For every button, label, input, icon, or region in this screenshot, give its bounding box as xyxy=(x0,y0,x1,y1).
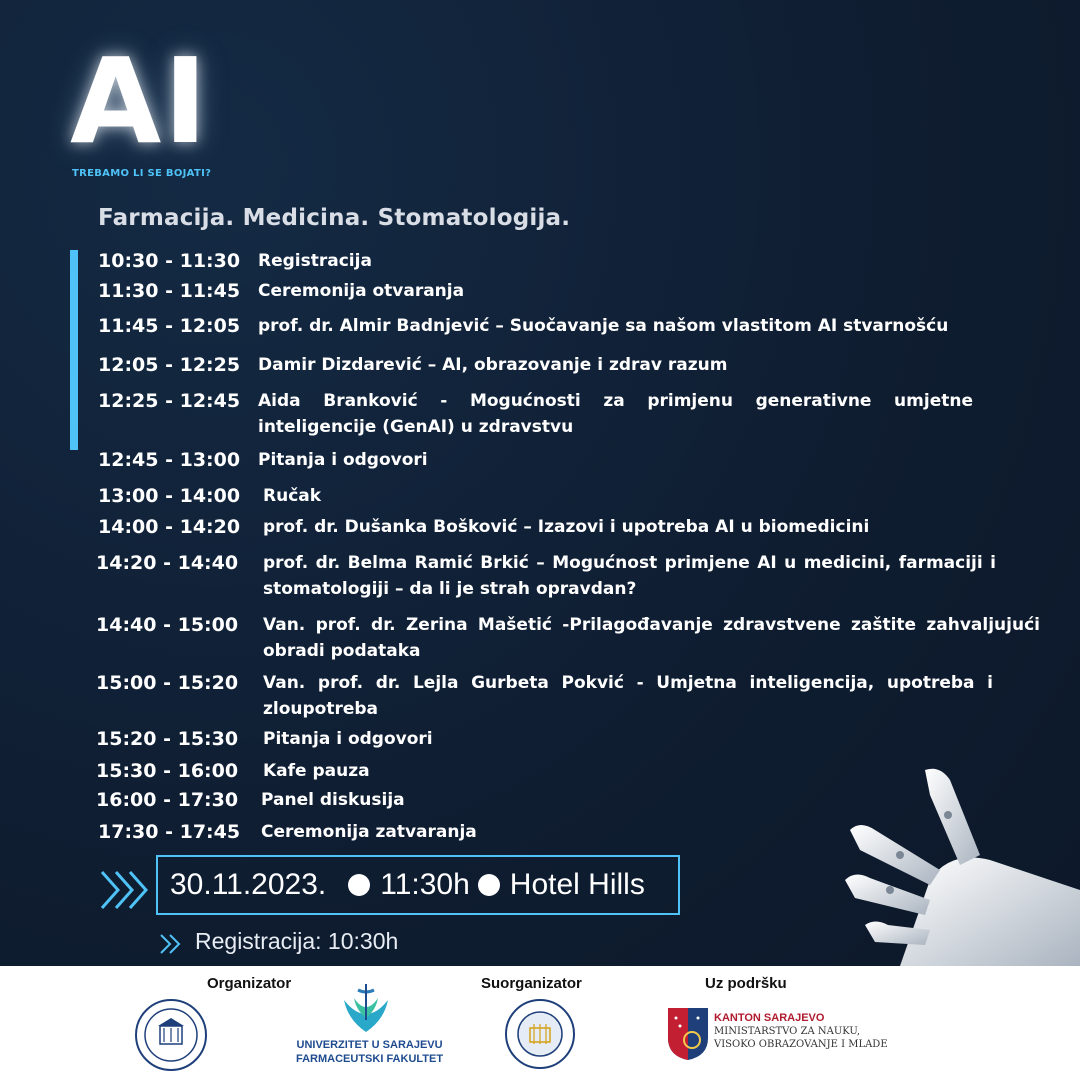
schedule-time: 12:05 - 12:25 xyxy=(98,354,241,376)
schedule-title: Ceremonija zatvaranja xyxy=(261,822,477,842)
double-chevron-right-icon xyxy=(98,868,148,912)
accent-bar xyxy=(70,250,78,450)
university-line: UNIVERZITET U SARAJEVU xyxy=(296,1039,443,1051)
event-info-box xyxy=(156,855,680,915)
schedule-time: 13:00 - 14:00 xyxy=(98,485,241,507)
schedule-time: 14:20 - 14:40 xyxy=(96,552,239,574)
kanton-line: VISOKO OBRAZOVANJE I MLADE xyxy=(714,1039,888,1050)
schedule-row xyxy=(96,726,996,752)
schedule-title: prof. dr. Almir Badnjević – Suočavanje sa našom vlastitom AI stvarnošću xyxy=(258,316,949,336)
schedule-title: Damir Dizdarević – AI, obrazovanje i zdrav razum xyxy=(258,355,728,375)
schedule-time: 11:45 - 12:05 xyxy=(98,315,241,337)
kanton-coat-of-arms-logo xyxy=(666,1006,710,1062)
schedule-row xyxy=(98,278,998,304)
schedule-time: 15:20 - 15:30 xyxy=(96,728,239,750)
university-seal-logo xyxy=(134,998,208,1072)
schedule-time: 17:30 - 17:45 xyxy=(98,821,241,843)
schedule-time: 16:00 - 17:30 xyxy=(96,789,239,811)
logo-subtitle: TREBAMO LI SE BOJATI? xyxy=(72,168,212,179)
schedule-title: Kafe pauza xyxy=(263,761,370,781)
schedule-title: Van. prof. dr. Zerina Mašetić -Prilagođavanje zdravstvene zaštite zahvaljujući obradi podataka xyxy=(263,615,1040,661)
schedule-title: Panel diskusija xyxy=(261,790,405,810)
schedule-time: 14:40 - 15:00 xyxy=(96,614,239,636)
schedule-row xyxy=(98,248,998,274)
schedule-row xyxy=(98,514,998,540)
event-date: 30.11.2023. xyxy=(170,868,327,901)
registration-note: Registracija: 10:30h xyxy=(195,928,399,954)
schedule-row xyxy=(98,352,998,378)
kanton-text xyxy=(714,1012,888,1051)
organizer-label: Organizator xyxy=(207,975,292,992)
kanton-title: KANTON SARAJEVO xyxy=(714,1012,825,1024)
schedule-row xyxy=(98,313,998,339)
pharmacy-faculty-logo xyxy=(336,980,396,1038)
double-chevron-right-icon xyxy=(158,932,184,956)
robot-hand-image xyxy=(830,760,1080,966)
schedule-time: 12:45 - 13:00 xyxy=(98,449,241,471)
schedule-row xyxy=(96,670,1006,724)
schedule-time: 11:30 - 11:45 xyxy=(98,280,241,302)
schedule-title: prof. dr. Belma Ramić Brkić – Mogućnost primjene AI u medicini, farmaciji i stomatologiji – da li je strah opravdan? xyxy=(263,553,996,599)
schedule-title: Ručak xyxy=(263,486,322,506)
schedule-title: Ceremonija otvaranja xyxy=(258,281,465,301)
schedule-row xyxy=(96,612,1046,666)
schedule-row xyxy=(96,550,1006,604)
schedule-row xyxy=(98,388,998,442)
event-venue: Hotel Hills xyxy=(509,868,645,901)
schedule-time: 12:25 - 12:45 xyxy=(98,390,241,412)
support-label: Uz podršku xyxy=(705,975,787,992)
schedule-title: prof. dr. Dušanka Bošković – Izazovi i upotreba AI u biomedicini xyxy=(263,517,870,537)
schedule-title: Registracija xyxy=(258,251,372,271)
schedule-time: 15:00 - 15:20 xyxy=(96,672,239,694)
association-seal-logo xyxy=(504,998,576,1070)
event-time: 11:30h xyxy=(380,868,470,901)
schedule-time: 15:30 - 16:00 xyxy=(96,760,239,782)
schedule-title: Pitanja i odgovori xyxy=(263,729,433,749)
bullet-dot-icon xyxy=(478,874,500,896)
schedule-row xyxy=(98,483,998,509)
university-name xyxy=(296,1038,443,1066)
schedule-time: 10:30 - 11:30 xyxy=(98,250,241,272)
university-line: FARMACEUTSKI FAKULTET xyxy=(296,1053,444,1065)
schedule-row xyxy=(98,447,998,473)
logo-title: AI xyxy=(70,32,210,170)
coorganizer-label: Suorganizator xyxy=(481,975,582,992)
schedule-title: Van. prof. dr. Lejla Gurbeta Pokvić - Umjetna inteligencija, upotreba i zloupotreba xyxy=(263,673,993,719)
bullet-dot-icon xyxy=(348,874,370,896)
schedule-time: 14:00 - 14:20 xyxy=(98,516,241,538)
schedule-title: Pitanja i odgovori xyxy=(258,450,428,470)
schedule-title: Aida Branković - Mogućnosti za primjenu generativne umjetne inteligencije (GenAI) u zdravstvu xyxy=(258,391,973,437)
kanton-line: MINISTARSTVO ZA NAUKU, xyxy=(714,1026,861,1037)
page-subtitle: Farmacija. Medicina. Stomatologija. xyxy=(98,205,571,231)
